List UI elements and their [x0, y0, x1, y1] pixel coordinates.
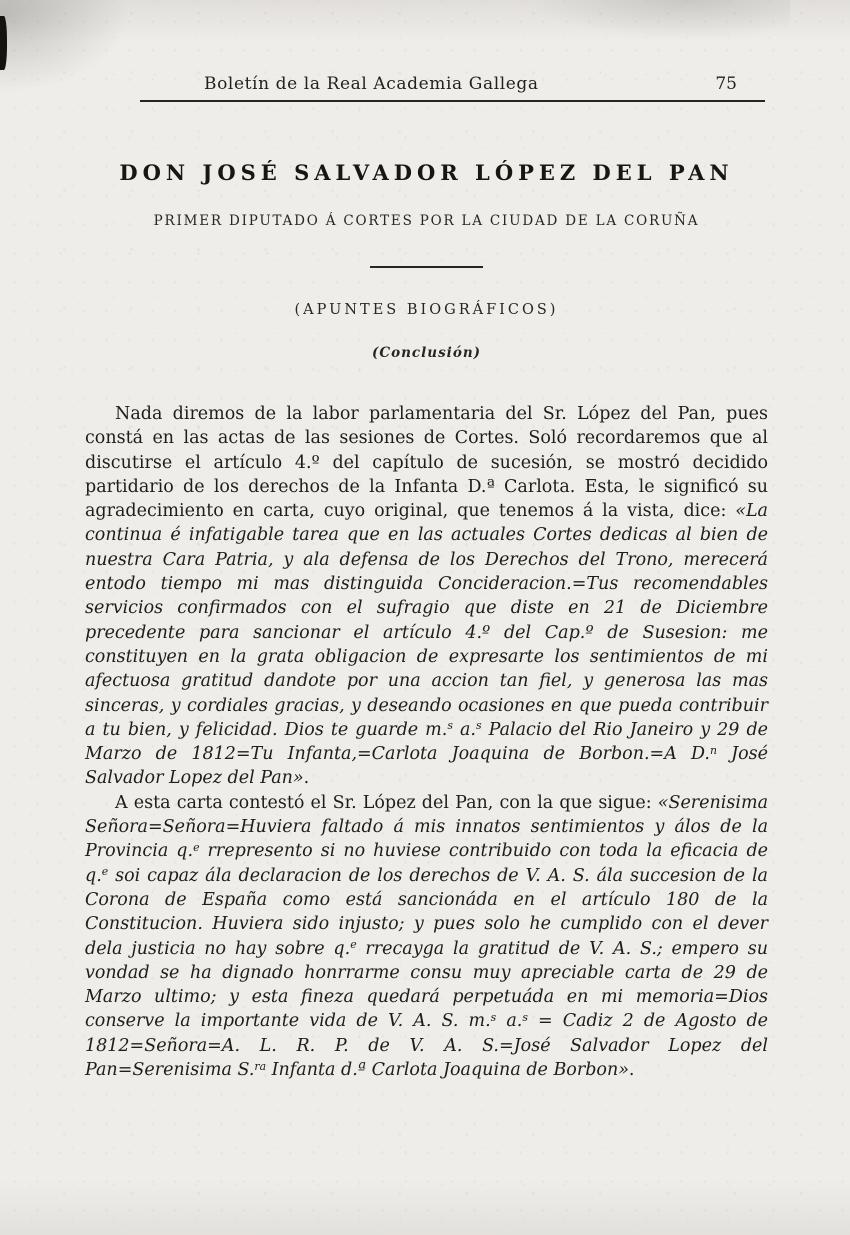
article-content	[85, 152, 768, 1082]
divider-rule	[370, 266, 483, 268]
article-headings	[85, 160, 768, 361]
page-number: 75	[715, 74, 737, 94]
paragraph: A esta carta contestó el Sr. López del Pan, con la que sigue: «Serenisima Señora=Señora=Huviera faltado á mis innatos sentimientos y álos de la Provincia q.$^e$ rrepresento si no huviese contribuido con toda la eficacia de q.$^e$ soi capaz ála declaracion de los derechos de V. A. S. ála succesion de la Corona de España como está sancionáda en el artículo 180 de la Constitucion. Huviera sido injusto; y pues solo he cumplido con el dever dela justicia no hay sobre q.$^e$ rrecayga la gratitud de V. A. S.; empero su vondad se ha dignado honrrarme consu muy apreciable carta de 29 de Marzo ultimo; y esta fineza quedará perpetuáda en mi memoria=Dios conserve la importante vida de V. A. S. m.$^s$ a.$^s$ = Cadiz 2 de Agosto de 1812=Señora=A. L. R. P. de V. A. S.=José Salvador Lopez del Pan=Serenisima S.$^{ra}$ Infanta d.ª Carlota Joaquina de Borbon».	[85, 792, 769, 1081]
scan-artifact-left-edge	[0, 16, 7, 70]
article-title: DON JOSÉ SALVADOR LÓPEZ DEL PAN	[119, 160, 734, 185]
body-text	[85, 402, 768, 1082]
paragraph: Nada diremos de la labor parlamentaria del Sr. López del Pan, pues constá en las actas de las sesiones de Cortes. Soló recordaremos que al discutirse el artículo 4.º del capítulo de sucesión, se mostró decidido partidario de los derechos de la Infanta D.ª Carlota. Esta, le significó su agradecimiento en carta, cuyo original, que tenemos á la vista, dice: «La continua é infatigable tarea que en las actuales Cortes dedicas al bien de nuestra Cara Patria, y ala defensa de los Derechos del Trono, merecerá entodo tiempo mi mas distinguida Concideracion.=Tus recomendables servicios confirmados con el sufragio que diste en 21 de Diciembre precedente para sancionar el artículo 4.º del Cap.º de Susesion: me constituyen en la grata obligacion de expresarte los sentimientos de mi afectuosa gratitud dandote por una accion tan fiel, y generosa las mas sinceras, y cordiales gracias, y deseando ocasiones en que pueda contribuir a tu bien, y felicidad. Dios te guarde m.$^s$ a.$^s$ Palacio del Rio Janeiro y 29 de Marzo de 1812=Tu Infanta,=Carlota Joaquina de Borbon.=A D.$^n$ José Salvador Lopez del Pan».	[85, 404, 769, 789]
article-subtitle: PRIMER DIPUTADO Á CORTES POR LA CIUDAD DE LA CORUÑA	[153, 213, 700, 229]
section-subheading: (Conclusión)	[371, 345, 482, 361]
scan-smudge-top-right	[530, 0, 790, 40]
running-header	[140, 74, 765, 102]
scan-smudge-top-left	[0, 0, 140, 100]
section-heading: (APUNTES BIOGRÁFICOS)	[294, 302, 559, 318]
journal-title: Boletín de la Real Academia Gallega	[204, 74, 539, 94]
